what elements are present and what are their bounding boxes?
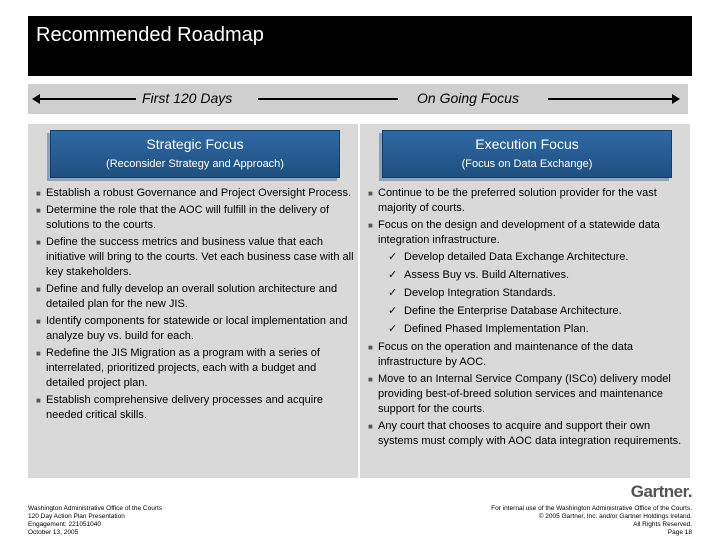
square-bullet-icon: ■ (36, 206, 41, 215)
footer-left (28, 505, 162, 537)
timeline-line-left (38, 98, 148, 100)
checkmark-icon: ✓ (388, 305, 398, 317)
list-item: ■ Focus on the design and development of a statewide data integration infrastructure. ✓ Develop detailed Data Exchange Architecture. ✓ Assess Buy vs. Build Alternatives. ✓ Develop Integration Standards. ✓ Define the Enterprise Database Architecture. ✓ Defined Phased Implementation Plan. (368, 218, 686, 337)
square-bullet-icon: ■ (368, 189, 373, 198)
execution-sub-list (378, 250, 686, 337)
square-bullet-icon: ■ (368, 375, 373, 384)
square-bullet-icon: ■ (36, 317, 41, 326)
list-item: ■ Establish a robust Governance and Project Oversight Process. (36, 187, 352, 199)
page-title: Recommended Roadmap (36, 24, 264, 46)
strategic-bullet-list (36, 186, 354, 425)
list-item: ■ Define and fully develop an overall solution architecture and detailed plan for the new JIS. (36, 283, 338, 310)
list-item: ■ Define the success metrics and business value that each initiative will bring to the courts. Vet each business case with all key stakeholders. (36, 236, 354, 278)
timeline-bar (28, 84, 688, 114)
execution-bullet-list (368, 186, 686, 451)
footer-line: October 13, 2005 (28, 529, 79, 536)
square-bullet-icon: ■ (36, 396, 41, 405)
footer-line: Engagement: 221051040 (28, 521, 102, 528)
title-bar (28, 16, 692, 76)
strategic-focus-panel (28, 124, 358, 478)
gartner-logo: Gartner. (630, 482, 692, 501)
list-item: ■ Any court that chooses to acquire and support their own systems must comply with AOC data integration requirements. (368, 420, 682, 447)
footer-line: Washington Administrative Office of the Courts (28, 505, 163, 512)
list-item: ■ Establish comprehensive delivery processes and acquire needed critical skills. (36, 394, 323, 421)
checkmark-icon: ✓ (388, 323, 398, 335)
square-bullet-icon: ■ (36, 189, 41, 198)
list-item: ■ Redefine the JIS Migration as a program with a series of interrelated, prioritized projects, each with a budget and detailed project plan. (36, 347, 320, 389)
strategic-focus-header (50, 130, 340, 178)
list-item: ■ Continue to be the preferred solution provider for the vast majority of courts. (368, 187, 657, 214)
square-bullet-icon: ■ (36, 285, 41, 294)
page-number: Page 18 (667, 529, 692, 536)
sub-list-item: ✓ Defined Phased Implementation Plan. (388, 323, 589, 335)
footer-line: 120 Day Action Plan Presentation (28, 513, 125, 520)
strategic-focus-subtitle: (Reconsider Strategy and Approach) (106, 158, 284, 170)
arrow-right-icon (672, 94, 680, 104)
timeline-line-right (548, 98, 674, 100)
checkmark-icon: ✓ (388, 269, 398, 281)
logo-dot-icon: . (687, 482, 692, 501)
sub-list-item: ✓ Develop Integration Standards. (388, 287, 556, 299)
sub-list-item: ✓ Develop detailed Data Exchange Architecture. (388, 251, 629, 263)
execution-focus-subtitle: (Focus on Data Exchange) (461, 158, 593, 170)
list-item: ■ Determine the role that the AOC will fulfill in the delivery of solutions to the courts. (36, 204, 330, 231)
strategic-focus-title: Strategic Focus (146, 136, 244, 152)
list-item: ■ Focus on the operation and maintenance of the data infrastructure by AOC. (368, 341, 634, 368)
execution-focus-panel (360, 124, 690, 478)
sub-list-item: ✓ Assess Buy vs. Build Alternatives. (388, 269, 570, 281)
checkmark-icon: ✓ (388, 287, 398, 299)
phase-label-ongoing: On Going Focus (411, 90, 525, 106)
sub-list-item: ✓ Define the Enterprise Database Architecture. (388, 305, 622, 317)
list-item: ■ Identify components for statewide or local implementation and analyze buy vs. build for each. (36, 315, 348, 342)
square-bullet-icon: ■ (368, 343, 373, 352)
footer-line: For internal use of the Washington Administrative Office of the Courts. (491, 505, 692, 512)
timeline-line-middle (258, 98, 398, 100)
square-bullet-icon: ■ (36, 238, 41, 247)
footer-right (491, 505, 692, 537)
square-bullet-icon: ■ (368, 422, 373, 431)
square-bullet-icon: ■ (368, 221, 373, 230)
execution-focus-header (382, 130, 672, 178)
footer-line: © 2005 Gartner, Inc. and/or Gartner Holdings Ireland. (538, 513, 692, 520)
phase-label-first: First 120 Days (136, 90, 238, 106)
square-bullet-icon: ■ (36, 349, 41, 358)
footer-line: All Rights Reserved. (633, 521, 692, 528)
execution-focus-title: Execution Focus (475, 136, 579, 152)
list-item: ■ Move to an Internal Service Company (ISCo) delivery model providing best-of-breed solution services and maintenance support for the courts. (368, 373, 671, 415)
checkmark-icon: ✓ (388, 251, 398, 263)
